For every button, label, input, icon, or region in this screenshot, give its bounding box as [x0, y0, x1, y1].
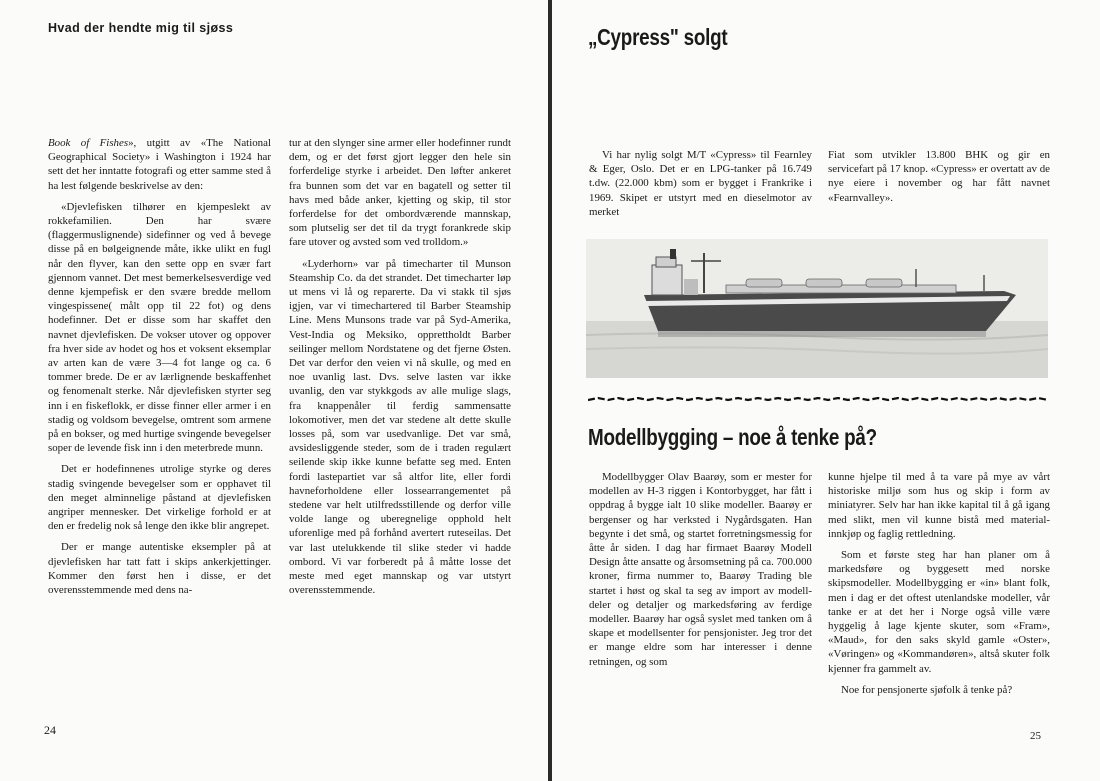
- paragraph: «Lyderhorn» var på timecharter til Munson Steamship Co. da det strandet. Det timecharter løp ut mens vi lå og reparerte. Da vi stakk til sjøs igjen, var vi timechartered til Barber Steamship Line. Mens Munsons trade var på Syd-Amerika, Vest-India og Meksiko, opprettholdt Barber seilinger mellom Nordstatene og det fjerne Østen. Det var derfor den veien vi nå skulle, og med en noe uvanlig last. Dvs. selve lasten var ikke uvanlig, den var stykkgods av alle mulige slags, fra knappenåler til ferdig sammensatte lokomotiver, men det var stedene alt dette skulle losses på, som var usedvanlige. Det var små, avsidesliggende steder, som de i traden regulært seilende skip ikke kunne befatte seg med. Enten fordi lastepartiet var så altfor lite, eller fordi havneforholdene eller lossearrangementet på stedene var helt utilfredsstillende og derfor ville volde lange og uberegnelige opphold helt uforenlige med på forhånd avertert ruteseilas. Det var last utelukkende til slike steder vi hadde ombord. Vi var forberedt på å måtte losse det meste med eget mannskap og var utstyrt overensstemmende.: [289, 257, 511, 597]
- left-page: [0, 0, 548, 781]
- paragraph: Modellbygger Olav Baarøy, som er mester for modellen av H-3 riggen i Kontorbygget, har fått i oppdrag å bygge ialt 10 slike modeller. Baarøy er bergenser og har verksted i Nygårdsgaten. Han begynte i det små, og startet forretningsmessig for åtte år siden. I dag har firmaet Baarøy Modell Design åtte ansatte og årsomsetning på ca. 700.000 kroner, firma nummer to, Baarøy Trading ble startet i høst og skal ta seg av import av modell-deler og detaljer og markedsføring av ferdige modeller. Baarøy har også syslet med tanken om å skape et modellsenter for pensjonister. Jeg tror det er mange eldre som har interesser i denne retningen, og som: [589, 471, 812, 668]
- paragraph: Book of Fishes», utgitt av «The National Geographical Society» i Washington i 1924 har sett det her inntatte fotografi og etter samme sted å ha lest følgende beskrivelse av den:: [48, 137, 271, 192]
- cypress-column-2: [828, 148, 1050, 212]
- paragraph: tur at den slynger sine armer eller hodefinner rundt dem, og er det først gjort legger den hele sin forferdelige styrke i arbeidet. Den løfter ankeret fra bunnen som det var en bagatell og setter til havs med både anker, kjetting og skip, til stor forferdelse for det ombordværende mannskap, som plutselig ser det til da trygt forankrede skip fare utover og avsted som ved trolldom.»: [289, 137, 511, 249]
- left-column-1: [48, 136, 271, 604]
- page-number-right: 25: [1030, 730, 1041, 742]
- left-column-2: [289, 136, 511, 605]
- page-number-left: 24: [44, 723, 56, 737]
- book-title: Book of Fishes: [48, 137, 129, 149]
- paragraph: Fiat som utvikler 13.800 BHK og gir en servicefart på 17 knop. «Cypress» er overtatt av de nye eiere i november og har fått navnet «Fearnvalley».: [828, 149, 1050, 204]
- paragraph: Der er mange autentiske eksempler på at djevlefisken har tatt fatt i skips ankerkjettinger. Kommer den først hen i disse, er det overensstemmende med dens na-: [48, 541, 271, 597]
- running-head: Hvad der hendte mig til sjøss: [48, 21, 234, 35]
- paragraph: Noe for pensjonerte sjøfolk å tenke på?: [841, 683, 1013, 696]
- paragraph: Som et første steg har han planer om å markedsføre og byggesett med norske skipsmodeller. Modellbygging er «in» blant folk, men i dag er det oftest utenlandske modeller, vår tanke er at det her i Norge også ville være hyggelig å lage kjente skuter, som «Fram», «Maud», for den saks skyld gamle «Oster», «Vøringen» og «Kommandøren», altså skuter folk kjenner fra gammelt av.: [828, 549, 1050, 675]
- modell-column-1: [589, 470, 812, 676]
- cypress-column-1: [589, 148, 812, 226]
- paragraph: Det er hodefinnenes utrolige styrke og deres stadig svingende bevegelser som er opphavet til den meget alminnelige påstand at djevlefisken angriper mennesker. Det virkelige forhold er at den er fredelig nok så lenge den ikke blir angrepet.: [48, 463, 271, 533]
- paragraph: «Djevlefisken tilhører en kjempeslekt av rokkefamilien. Den har svære (flaggermuslignende) sidefinner og ved å bevege disse på en bølgeignende måte, ikke ulikt en fugl når den flyver, kan den sette opp en svær fart gjennom vannet. Det mest bemerkelsesverdige ved denne kjempefisk er den svære bredde mellom vingespissene( målt opp til 22 fot) og dens hodefinner. Det er disse som har skaffet den navnet djevlefisken. De vokser utover og oppover fra hver side av hodet og hos et voksent eksemplar av arten kan de være 3—4 fot lange og ca. 6 tommer brede. De er av lærlignende beskaffenhet og fenomenalt sterke. Når djevlefisken styrter seg inn i en fiskeflokk, er disse finner eller armer i en stadig og voldsom bevegelse, omtrent som armene på en bokser, og med hurtige svingende bevegelser soper de levende fisk inn i den meterbrede munn.: [48, 200, 271, 455]
- modell-headline: Modellbygging – noe å tenke på?: [588, 424, 877, 450]
- tanker-ship-illustration: [586, 239, 1048, 378]
- paragraph: Vi har nylig solgt M/T «Cypress» til Fearnley & Eger, Oslo. Det er en LPG-tanker på 16.749 t.dw. (22.000 kbm) som er bygget i Frankrike i 1969. Skipet er utstyrt med en dieselmotor av merket: [589, 149, 812, 218]
- modell-column-2: [828, 470, 1050, 704]
- cypress-headline: „Cypress" solgt: [588, 24, 728, 50]
- ship-photo: [586, 239, 1048, 378]
- paragraph: kunne hjelpe til med å ta vare på mye av vårt historiske miljø som hus og skip i form av miniatyrer. Selv har han ikke kapital til å gå igang med slikt, men vil kunne bistå med material-innkjøp og faglig rettledning.: [828, 471, 1050, 540]
- section-divider: [588, 397, 1048, 403]
